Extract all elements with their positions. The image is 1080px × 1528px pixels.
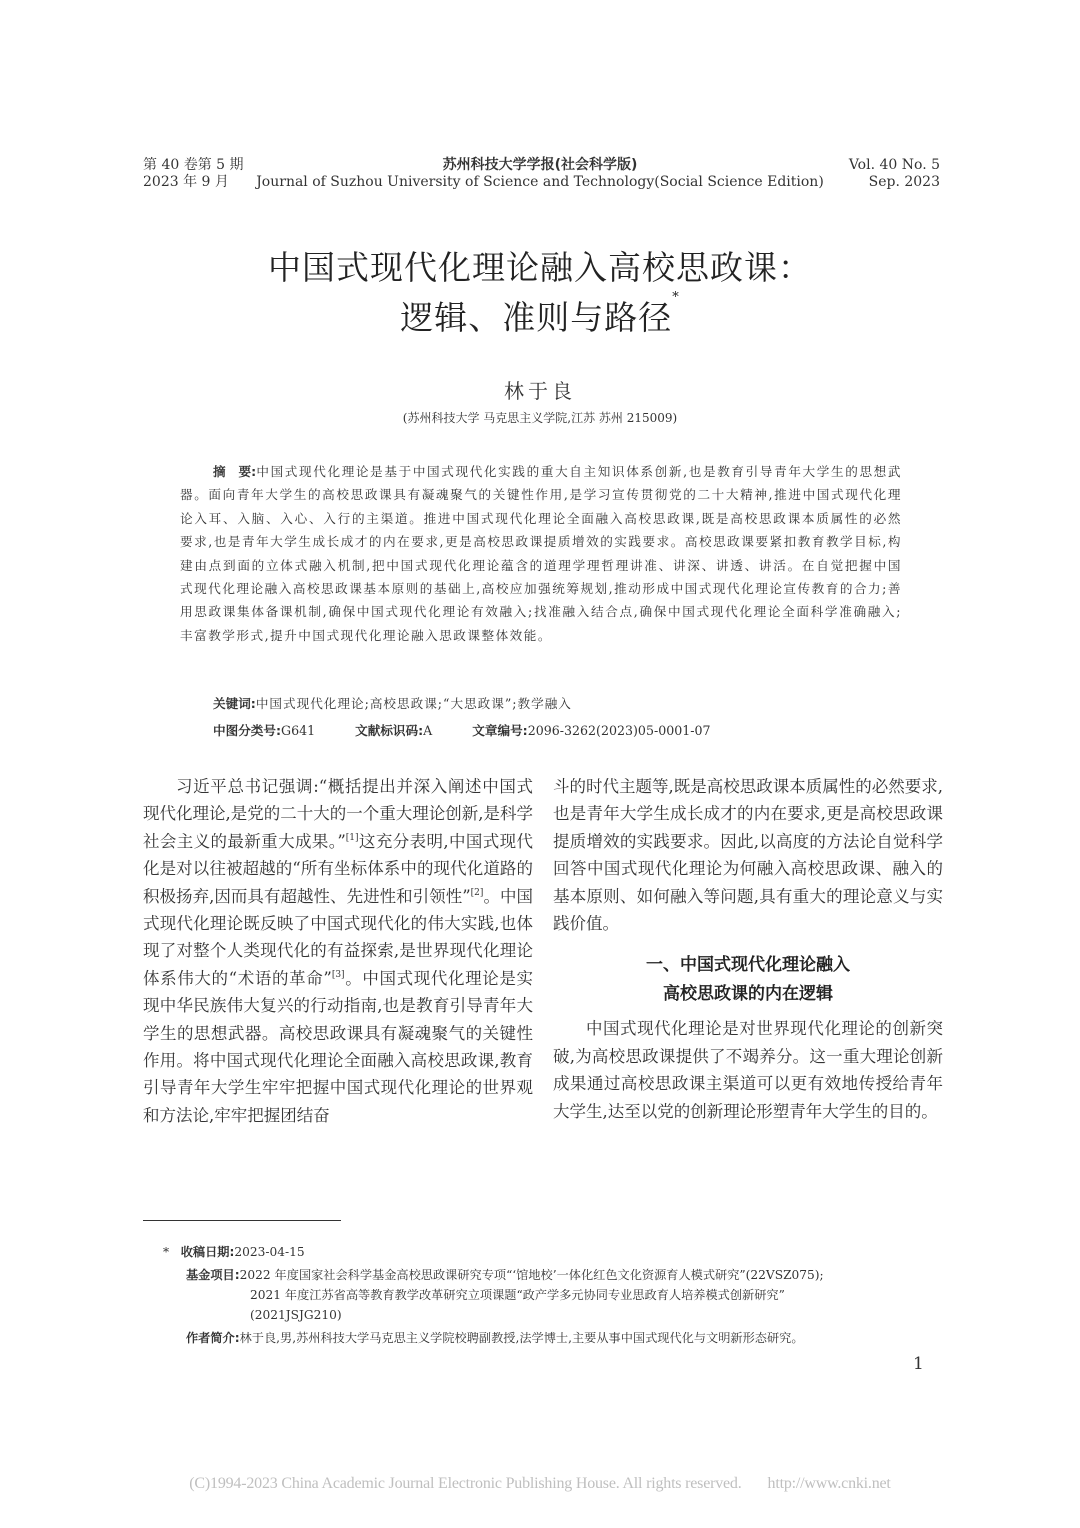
doc-code-label: 文献标识码: (355, 723, 424, 738)
classification-info (213, 720, 711, 739)
body-text: 。中国式现代化理论是实现中华民族伟大复兴的行动指南,也是教育引导青年大学生的思想武器。高校思政课具有凝魂聚气的关键性作用。将中国式现代化理论全面融入高校思政课,教育引导青年大学生牢牢把握中国式现代化理论的世界观和方法论,牢牢把握团结奋 (143, 968, 534, 1125)
body-text: 。中国式现代化理论既反映了中国式现代化的伟大实践,也体现了对整个人类现代化的有益探索,是世界现代化理论体系伟大的“术语的革命” (143, 886, 533, 988)
doc-code-value: A (423, 723, 433, 738)
article-no-value: 2096-3262(2023)05-0001-07 (527, 723, 711, 738)
copyright-watermark (0, 1475, 1080, 1493)
body-text: 这充分表明,中国式现代化是对以往被超越的“所有坐标体系中的现代化道路的积极扬弃,因而具有超越性、先进性和引领性” (143, 831, 534, 906)
keywords-label: 关键词: (213, 696, 256, 711)
body-paragraph: 斗的时代主题等,既是高校思政课本质属性的必然要求,也是青年大学生成长成才的内在要求,更是高校思政课提质增效的实践要求。因此,以高度的方法论自觉科学回答中国式现代化理论为何融入高校思政课、融入的基本原则、如何融入等问题,具有重大的理论意义与实践价值。 (553, 777, 943, 934)
body-column-right (553, 773, 943, 1125)
author-bio-text: 林于良,男,苏州科技大学马克思主义学院校聘副教授,法学博士,主要从事中国式现代化与文明新形态研究。 (239, 1331, 804, 1345)
journal-name (250, 157, 830, 191)
footnote-received (163, 1242, 305, 1262)
body-paragraph: 中国式现代化理论是对世界现代化理论的创新突破,为高校思政课提供了不竭养分。这一重大理论创新成果通过高校思政课主渠道可以更有效地传授给青年大学生,达至以党的创新理论形塑青年大学生的目的。 (553, 1019, 943, 1121)
volume-cn: 第 40 卷第 5 期 (143, 157, 244, 173)
footnote-star: * (163, 1245, 170, 1259)
fund-text-2: 2021 年度江苏省高等教育教学改革研究立项课题“政产学多元协同专业思政育人培养模式创新研究” (250, 1288, 785, 1302)
section-heading (553, 951, 943, 1009)
fund-text-3: (2021JSJG210) (250, 1308, 342, 1322)
received-label: 收稿日期: (180, 1245, 235, 1259)
article-no-label: 文章编号: (472, 723, 528, 738)
article-title-line1: 中国式现代化理论融入高校思政课： (268, 248, 812, 287)
title-footnote-marker: * (672, 290, 680, 305)
author-bio-label: 作者简介: (186, 1331, 240, 1345)
body-paragraph (143, 773, 533, 1129)
issue-info-cn (143, 157, 244, 191)
section-heading-line1: 一、中国式现代化理论融入 (646, 955, 850, 976)
author-affiliation: (苏州科技大学 马克思主义学院,江苏 苏州 215009) (402, 411, 678, 425)
clc-label: 中图分类号: (213, 723, 282, 738)
citation-ref[interactable]: [2] (470, 887, 484, 898)
copyright-text: (C)1994-2023 China Academic Journal Electronic Publishing House. All rights reserved. (189, 1475, 742, 1492)
fund-label: 基金项目: (186, 1268, 240, 1282)
footnote-author-bio (186, 1328, 946, 1348)
author-name: 林于良 (504, 379, 576, 403)
journal-name-cn: 苏州科技大学学报(社会科学版) (442, 157, 638, 173)
footnote-fund (186, 1265, 946, 1325)
abstract (180, 460, 902, 647)
abstract-text: 中国式现代化理论是基于中国式现代化实践的重大自主知识体系创新,也是教育引导青年大学生的思想武器。面向青年大学生的高校思政课具有凝魂聚气的关键性作用,是学习宣传贯彻党的二十大精神,推进中国式现代化理论入耳、入脑、入心、入行的主渠道。推进中国式现代化理论全面融入高校思政课,既是高校思政课本质属性的必然要求,也是青年大学生成长成才的内在要求,更是高校思政课提质增效的实践要求。高校思政课要紧扣教育教学目标,构建由点到面的立体式融入机制,把中国式现代化理论蕴含的道理学理哲理讲准、讲深、讲透、讲活。在自觉把握中国式现代化理论融入高校思政课基本原则的基础上,高校应加强统筹规划,推动形成中国式现代化理论宣传教育的合力;善用思政课集体备课机制,确保中国式现代化理论有效融入;找准融入结合点,确保中国式现代化理论全面科学准确融入;丰富教学形式,提升中国式现代化理论融入思政课整体效能。 (180, 464, 902, 643)
issue-info-en (849, 157, 940, 191)
keywords-text: 中国式现代化理论;高校思政课;“大思政课”;教学融入 (255, 696, 572, 711)
fund-text-1: 2022 年度国家社会科学基金高校思政课研究专项“‘馆地校’一体化红色文化资源育人模式研究”(22VSZ075); (239, 1268, 824, 1282)
journal-name-en: Journal of Suzhou University of Science and Technology(Social Science Edition) (256, 174, 824, 190)
citation-ref[interactable]: [3] (331, 969, 345, 980)
abstract-label: 摘 要: (213, 464, 257, 479)
date-cn: 2023 年 9 月 (143, 174, 229, 190)
article-title-line2 (0, 292, 1080, 339)
keywords (213, 693, 572, 712)
footnote-divider (143, 1220, 341, 1221)
cnki-url[interactable]: http://www.cnki.net (767, 1475, 891, 1492)
citation-ref[interactable]: [1] (345, 832, 359, 843)
received-date: 2023-04-15 (234, 1245, 305, 1259)
body-column-left (143, 773, 533, 1129)
title-text: 逻辑、准则与路径 (400, 298, 673, 337)
date-en: Sep. 2023 (868, 174, 940, 190)
clc-value: G641 (281, 723, 316, 738)
page-number: 1 (913, 1354, 924, 1374)
body-text: 习近平总书记强调:“概括提出并深入阐述中国式现代化理论,是党的二十大的一个重大理论创新,是科学社会主义的最新重大成果。” (143, 777, 533, 851)
section-heading-line2: 高校思政课的内在逻辑 (663, 984, 833, 1005)
volume-en: Vol. 40 No. 5 (848, 157, 940, 173)
